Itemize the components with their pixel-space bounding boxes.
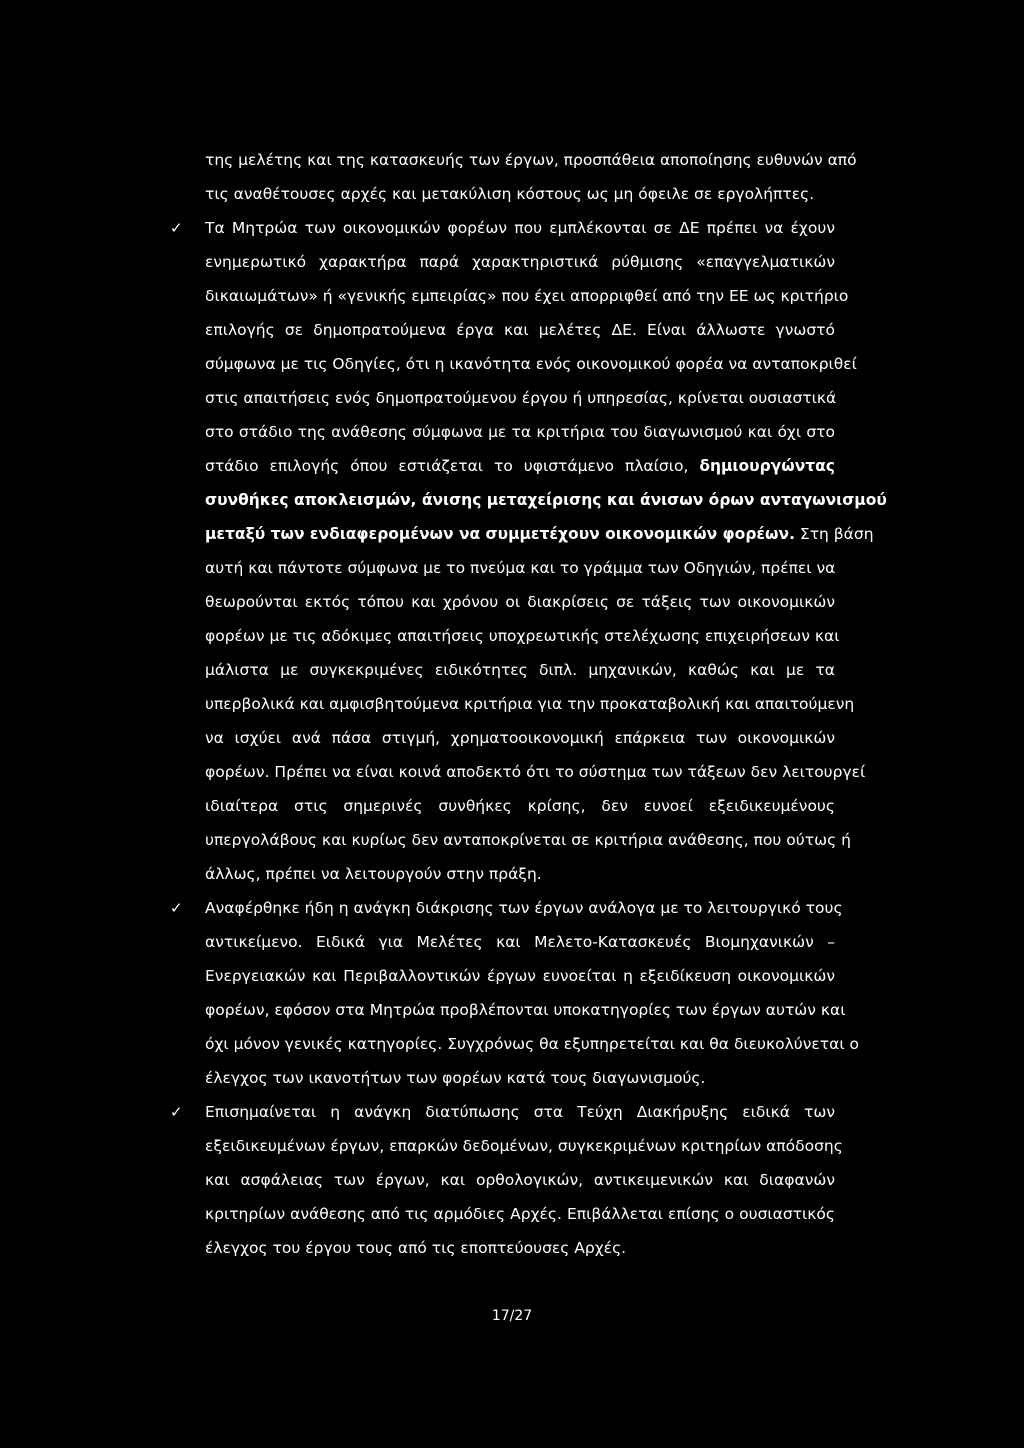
text-span: Στη βάση (799, 525, 874, 543)
text-line (205, 449, 835, 483)
checkmark-icon: ✓ (170, 1103, 183, 1121)
bold-text-span: μεταξύ των ενδιαφερομένων να συμμετέχουν οικονομικών φορέων. (205, 525, 795, 543)
text-line: ιδιαίτερα στις σημερινές συνθήκες κρίσης, δεν ευνοεί εξειδικευμένους (205, 797, 835, 815)
text-line: ενημερωτικό χαρακτήρα παρά χαρακτηριστικά ρύθμισης «επαγγελματικών (205, 253, 835, 271)
text-line: σύμφωνα με τις Οδηγίες, ότι η ικανότητα ενός οικονομικού φορέα να ανταποκριθεί (205, 355, 857, 373)
text-line: στις απαιτήσεις ενός δημοπρατούμενου έργου ή υπηρεσίας, κρίνεται ουσιαστικά (205, 389, 837, 407)
text-line: και ασφάλειας των έργων, και ορθολογικών, αντικειμενικών και διαφανών (205, 1171, 835, 1189)
text-line: υπεργολάβους και κυρίως δεν ανταποκρίνεται σε κριτήρια ανάθεσης, που ούτως ή (205, 831, 851, 849)
text-line: της μελέτης και της κατασκευής των έργων, προσπάθεια αποποίησης ευθυνών από (205, 151, 857, 169)
text-line: αντικείμενο. Ειδικά για Μελέτες και Μελετο-Κατασκευές Βιομηχανικών – (205, 933, 835, 951)
text-line: Επισημαίνεται η ανάγκη διατύπωσης στα Τεύχη Διακήρυξης ειδικά των (205, 1103, 835, 1121)
checkmark-icon: ✓ (170, 219, 183, 237)
text-line: Τα Μητρώα των οικονομικών φορέων που εμπλέκονται σε ΔΕ πρέπει να έχουν (205, 219, 835, 237)
text-line: φορέων με τις αδόκιμες απαιτήσεις υποχρεωτικής στελέχωσης επιχειρήσεων και (205, 627, 840, 645)
text-line: επιλογής σε δημοπρατούμενα έργα και μελέτες ΔΕ. Είναι άλλωστε γνωστό (205, 321, 835, 339)
text-line: μάλιστα με συγκεκριμένες ειδικότητες διπλ. μηχανικών, καθώς και με τα (205, 661, 835, 679)
text-line: φορέων. Πρέπει να είναι κοινά αποδεκτό ότι το σύστημα των τάξεων δεν λειτουργεί (205, 763, 866, 781)
text-line: Ενεργειακών και Περιβαλλοντικών έργων ευνοείται η εξειδίκευση οικονομικών (205, 967, 835, 985)
text-line: εξειδικευμένων έργων, επαρκών δεδομένων, συγκεκριμένων κριτηρίων απόδοσης (205, 1137, 843, 1155)
text-line: θεωρούνται εκτός τόπου και χρόνου οι διακρίσεις σε τάξεις των οικονομικών (205, 593, 835, 611)
text-line: να ισχύει ανά πάσα στιγμή, χρηματοοικονομική επάρκεια των οικονομικών (205, 729, 835, 747)
text-line: Αναφέρθηκε ήδη η ανάγκη διάκρισης των έργων ανάλογα με το λειτουργικό τους (205, 899, 843, 917)
text-line: αυτή και πάντοτε σύμφωνα με το πνεύμα και το γράμμα των Οδηγιών, πρέπει να (205, 559, 836, 577)
text-line: δικαιωμάτων» ή «γενικής εμπειρίας» που έχει απορριφθεί από την ΕΕ ως κριτήριο (205, 287, 849, 305)
page-number: 17/27 (491, 1308, 533, 1324)
text-line: έλεγχος των ικανοτήτων των φορέων κατά τους διαγωνισμούς. (205, 1069, 706, 1087)
text-line: κριτηρίων ανάθεσης από τις αρμόδιες Αρχές. Επιβάλλεται επίσης ο ουσιαστικός (205, 1205, 835, 1223)
text-span: στάδιο επιλογής όπου εστιάζεται το υφιστάμενο πλαίσιο, (205, 457, 689, 475)
text-line: άλλως, πρέπει να λειτουργούν στην πράξη. (205, 865, 542, 883)
text-line: φορέων, εφόσον στα Μητρώα προβλέπονται υποκατηγορίες των έργων αυτών και (205, 1001, 846, 1019)
text-line: υπερβολικά και αμφισβητούμενα κριτήρια για την προκαταβολική και απαιτούμενη (205, 695, 855, 713)
bold-text-span: δημιουργώντας (699, 457, 835, 475)
checkmark-icon: ✓ (170, 899, 183, 917)
bold-text-line: συνθήκες αποκλεισμών, άνισης μεταχείρισης και άνισων όρων ανταγωνισμού (205, 491, 887, 509)
text-line: όχι μόνον γενικές κατηγορίες. Συγχρόνως θα εξυπηρετείται και θα διευκολύνεται ο (205, 1035, 860, 1053)
text-line: έλεγχος του έργου τους από τις εποπτεύουσες Αρχές. (205, 1239, 627, 1257)
text-line: τις αναθέτουσες αρχές και μετακύλιση κόστους ως μη όφειλε σε εργολήπτες. (205, 185, 815, 203)
text-line: στο στάδιο της ανάθεσης σύμφωνα με τα κριτήρια του διαγωνισμού και όχι στο (205, 423, 835, 441)
text-line (205, 517, 874, 551)
